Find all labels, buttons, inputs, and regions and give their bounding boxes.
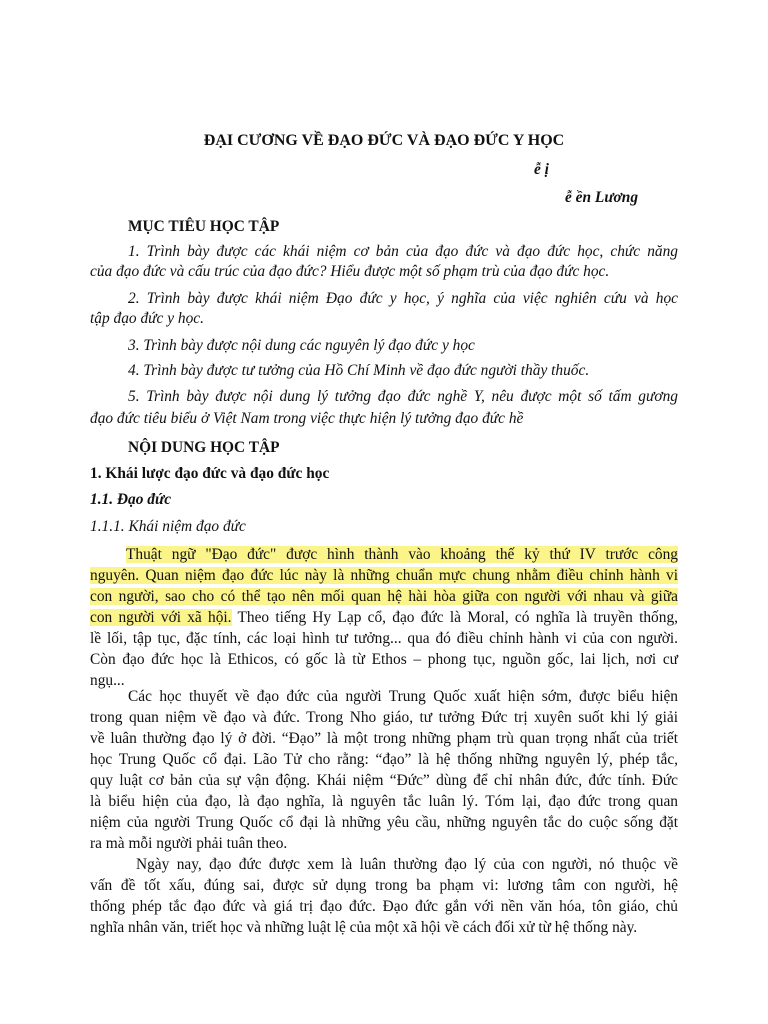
para3-line-2: vấn đề tốt xấu, đúng sai, được sử dụng trong ba phạm vi: lương tâm con người, hệ [90,877,678,894]
para1-line-7: ngụ... [90,672,125,689]
highlight: Thuật ngữ "Đạo đức" được hình thành vào khoảng thế kỷ thứ IV trước công [126,546,678,563]
objective-2-line-1: 2. Trình bày được khái niệm Đạo đức y học, ý nghĩa của việc nghiên cứu và học [128,290,678,307]
para2-line-8: ra mà mỗi người phải tuân theo. [90,835,288,852]
objective-1-line-1: 1. Trình bày được các khái niệm cơ bản của đạo đức và đạo đức học, chức năng [128,243,678,260]
objective-4: 4. Trình bày được tư tưởng của Hồ Chí Minh về đạo đức người thầy thuốc. [128,362,590,379]
objective-5-line-2: đạo đức tiêu biểu ở Việt Nam trong việc thực hiện lý tưởng đạo đức hề [90,410,524,427]
highlight: chuẩn mực chung nhằm điều chỉnh hành vi [389,567,679,584]
section-1-heading: 1. Khái lược đạo đức và đạo đức học [90,465,330,482]
content-heading: NỘI DUNG HỌC TẬP [128,439,280,456]
para3-line-4: nghĩa nhân văn, triết học và những luật lệ của một xã hội về cách đối xử từ hệ thống này. [90,919,638,936]
para1-line-1 [126,544,678,565]
objectives-heading: MỤC TIÊU HỌC TẬP [128,218,280,235]
para2-line-3: về luân thường đạo lý ở đời. “Đạo” là một trong những phạm trù quan trọng nhất của triết [90,730,678,747]
para2-line-2: trong quan niệm về đạo và đức. Trong Nho giáo, tư tưởng Đức trị xuyên suốt khi lý giải [90,709,678,726]
para1-line-3 [90,586,678,607]
objective-5-line-1: 5. Trình bày được nội dung lý tưởng đạo đức nghề Y, nêu được một số tấm gương [128,388,678,405]
para2-line-6: là biểu hiện của đạo, là đạo nghĩa, là nguyên tắc luân lý. Tóm lại, đạo đức trong quan [90,793,678,810]
para1-line-2 [90,565,678,586]
para1-line-6: Còn đạo đức học là Ethicos, có gốc là từ Ethos – phong tục, nguồn gốc, lai lịch, nơi cư [90,651,678,668]
para2-line-7: niệm của người Trung Quốc cổ đại là những yêu cầu, những nguyên tắc do cuộc sống đặt [90,814,678,831]
section-1-1-1-heading: 1.1.1. Khái niệm đạo đức [90,518,246,535]
para1-line-5: lề lối, tập tục, đặc tính, các loại hình tư tưởng... qua đó điều chỉnh hành vi của con người. [90,630,678,647]
para1-line-4-text: Theo tiếng Hy Lạp cổ, đạo đức là Moral, có nghĩa là truyền thống, [231,609,678,626]
author-line-1: ễ ị [534,161,549,178]
para2-line-1: Các học thuyết về đạo đức của người Trung Quốc xuất hiện sớm, được biểu hiện [128,688,678,705]
para3-line-1: Ngày nay, đạo đức được xem là luân thường đạo lý của con người, nó thuộc về [136,856,678,873]
author-line-2: ễ ền Lương [565,189,639,206]
section-1-1-heading: 1.1. Đạo đức [90,491,172,508]
para2-line-5: quy luật cơ bản của sự vận động. Khái niệm “Đức” dùng để chỉ nhân đức, đức tính. Đức [90,772,678,789]
highlight: nguyên. Quan niệm đạo đức lúc này là những [90,567,390,584]
document-title: ĐẠI CƯƠNG VỀ ĐẠO ĐỨC VÀ ĐẠO ĐỨC Y HỌC [203,132,565,149]
highlight: con người với xã hội. [90,609,232,626]
objective-2-line-2: tập đạo đức y học. [90,310,204,327]
objective-3: 3. Trình bày được nội dung các nguyên lý đạo đức y học [128,337,475,354]
highlight: con người, sao cho có thể tạo nên mối quan hệ hài hòa giữa con người với nhau và giữa [90,588,678,605]
objective-1-line-2: của đạo đức và cấu trúc của đạo đức? Hiểu được một số phạm trù của đạo đức học. [90,263,610,280]
para2-line-4: học Trung Quốc cổ đại. Lão Tử cho rằng: “đạo” là hệ thống những nguyên lý, phép tắc, [90,751,678,768]
para3-line-3: thống phép tắc đạo đức và giá trị đạo đức. Đạo đức gắn với nền văn hóa, tôn giáo, chủ [90,898,678,915]
para1-line-4 [90,607,678,628]
